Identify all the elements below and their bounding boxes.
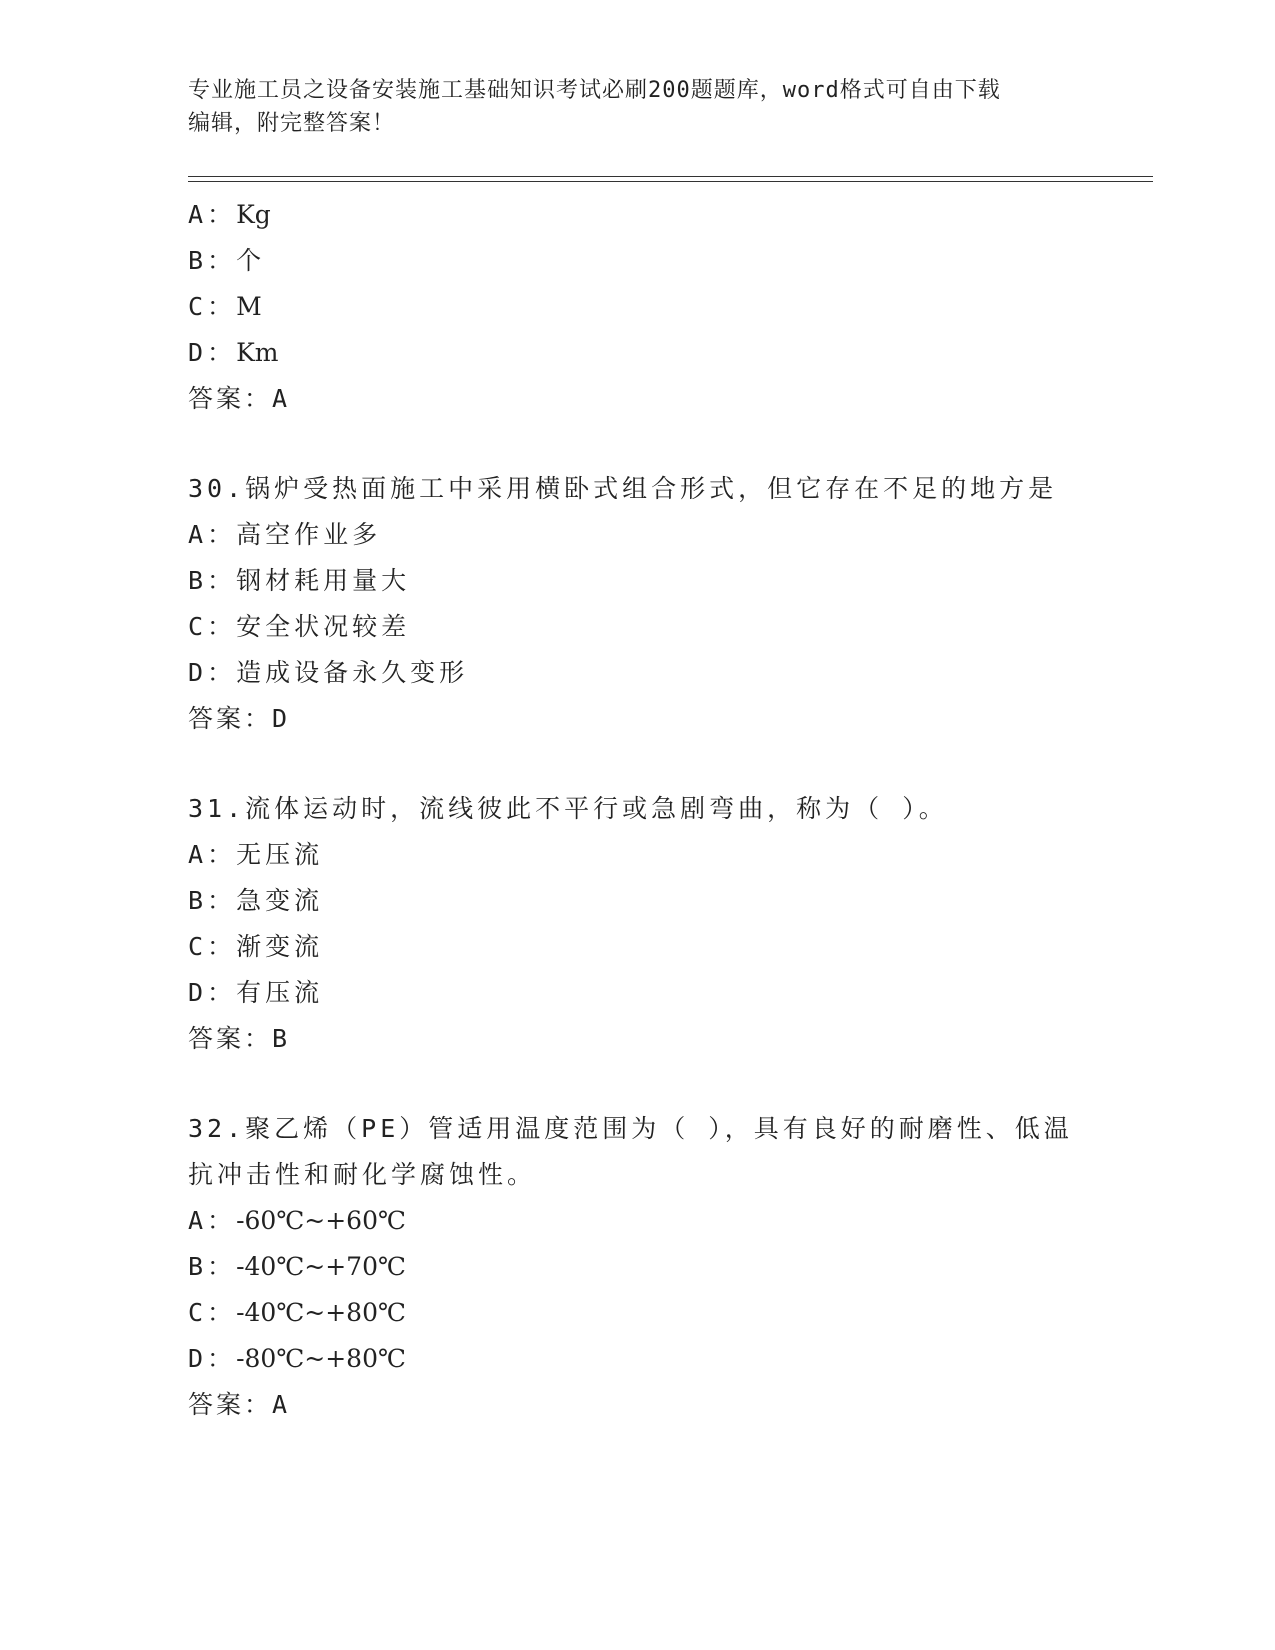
- option-text: 渐变流: [236, 932, 324, 961]
- option-key: A：: [188, 1206, 237, 1235]
- option-text: -80℃~+80℃: [236, 1344, 406, 1373]
- option-key: D：: [188, 978, 237, 1007]
- answer-line: [188, 696, 1148, 742]
- answer-value: A: [272, 384, 288, 413]
- option-key: B：: [188, 886, 237, 915]
- option-text: -60℃~+60℃: [236, 1206, 406, 1235]
- option-d: [188, 330, 1148, 376]
- header-title-line-1: 专业施工员之设备安装施工基础知识考试必刷200题题库，word格式可自由下载: [188, 78, 1001, 103]
- option-text: Kg: [236, 200, 271, 229]
- option-key: B：: [188, 246, 237, 275]
- question-text: 31.流体运动时，流线彼此不平行或急剧弯曲，称为（ ）。: [188, 794, 948, 823]
- option-key: B：: [188, 1252, 237, 1281]
- option-d: [188, 1336, 1148, 1382]
- answer-label: 答案：: [188, 1024, 273, 1053]
- option-key: C：: [188, 292, 237, 321]
- answer-line: [188, 1016, 1148, 1062]
- option-text: 急变流: [236, 886, 324, 915]
- question-text-line-2: 抗冲击性和耐化学腐蚀性。: [188, 1160, 537, 1189]
- option-d: [188, 650, 1148, 696]
- option-key: A：: [188, 520, 237, 549]
- header-title-line-2: 编辑，附完整答案！: [188, 111, 396, 136]
- option-key: C：: [188, 1298, 237, 1327]
- question-block-30: [188, 466, 1148, 742]
- option-key: C：: [188, 932, 237, 961]
- option-key: D：: [188, 338, 237, 367]
- answer-value: B: [272, 1024, 288, 1053]
- option-c: [188, 1290, 1148, 1336]
- answer-line: [188, 376, 1148, 422]
- option-text: -40℃~+80℃: [236, 1298, 406, 1327]
- option-a: [188, 192, 1148, 238]
- option-a: [188, 512, 1148, 558]
- option-text: 钢材耗用量大: [236, 566, 411, 595]
- question-content: [188, 192, 1148, 1428]
- option-text: 安全状况较差: [236, 612, 411, 641]
- option-a: [188, 1198, 1148, 1244]
- option-text: M: [236, 292, 262, 321]
- option-c: [188, 284, 1148, 330]
- answer-label: 答案：: [188, 384, 273, 413]
- option-b: [188, 1244, 1148, 1290]
- question-text-line-1: 32.聚乙烯（PE）管适用温度范围为（ ），具有良好的耐磨性、低温: [188, 1114, 1073, 1143]
- option-c: [188, 604, 1148, 650]
- option-text: 造成设备永久变形: [236, 658, 469, 687]
- option-key: B：: [188, 566, 237, 595]
- answer-line: [188, 1382, 1148, 1428]
- question-block-32: [188, 1106, 1148, 1428]
- option-text: Km: [236, 338, 279, 367]
- option-b: [188, 878, 1148, 924]
- answer-value: D: [272, 704, 288, 733]
- option-text: 个: [236, 246, 262, 275]
- option-key: D：: [188, 1344, 237, 1373]
- option-key: A：: [188, 840, 237, 869]
- option-key: D：: [188, 658, 237, 687]
- answer-value: A: [272, 1390, 288, 1419]
- option-d: [188, 970, 1148, 1016]
- question-text: 30.锅炉受热面施工中采用横卧式组合形式，但它存在不足的地方是: [188, 474, 1058, 503]
- answer-label: 答案：: [188, 704, 273, 733]
- answer-label: 答案：: [188, 1390, 273, 1419]
- option-b: [188, 558, 1148, 604]
- question-block-continued: [188, 192, 1148, 422]
- option-b: [188, 238, 1148, 284]
- document-header: [188, 74, 1088, 140]
- header-divider-bottom: [188, 181, 1153, 182]
- option-text: 高空作业多: [236, 520, 382, 549]
- option-a: [188, 832, 1148, 878]
- header-divider-top: [188, 176, 1153, 177]
- option-text: 无压流: [236, 840, 324, 869]
- question-block-31: [188, 786, 1148, 1062]
- option-text: -40℃~+70℃: [236, 1252, 406, 1281]
- option-c: [188, 924, 1148, 970]
- option-key: C：: [188, 612, 237, 641]
- option-key: A：: [188, 200, 237, 229]
- option-text: 有压流: [236, 978, 324, 1007]
